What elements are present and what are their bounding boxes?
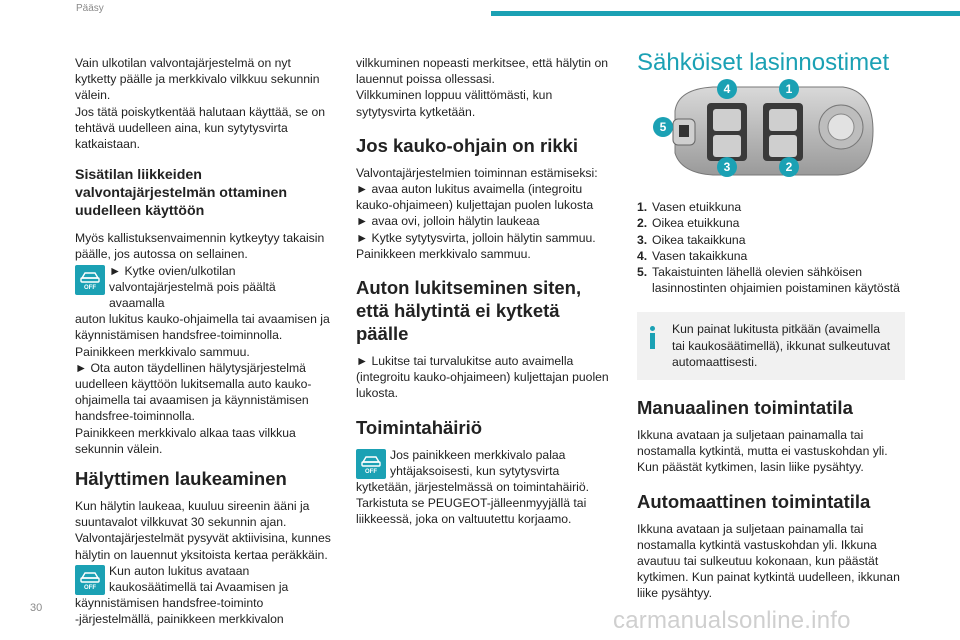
svg-text:OFF: OFF <box>84 284 96 291</box>
list-item: 5. Takaistuinten lähellä olevien sähköisen lasinnostinten ohjaimien poistaminen käytöstä <box>637 265 900 296</box>
paragraph: kytketään, järjestelmässä on toimintahäiriö. Tarkistuta se PEUGEOT-jälleenmyyjällä tai liikkeessä, joka on valtuutettu korjaamo. <box>356 480 590 527</box>
paragraph: käynnistämisen handsfree-toiminto -järjestelmällä, painikkeen merkkivalon <box>75 596 284 627</box>
heading-manual-mode: Manuaalinen toimintatila <box>637 397 853 419</box>
paragraph: auton lukitus kauko-ohjaimella tai avaamisen ja käynnistämisen handsfree-toiminnolla. Painikkeen merkkivalo sammuu. ► Ota auton täydellinen hälytysjärjestelmä uudelleen käyttöön lukitsemalla auto kauko-ohjaimella tai avaamisen ja käynnistämisen handsfree-toiminnolla. Painikkeen merkkivalo alkaa taas vilkkua sekunnin välein. <box>75 312 330 456</box>
note-text: Kun auton lukitus avataan kaukosäätimellä tai Avaamisen ja <box>109 563 289 595</box>
paragraph: Ikkuna avataan ja suljetaan painamalla tai nostamalla kytkintä vastuskohdan yli. Ikkuna avautuu tai sulkeutuu kokonaan, kun päästät kytkimen. Kun painat kytkintä uudelleen, ikkunan liike pysähtyy. <box>637 521 900 601</box>
callout-label: 3 <box>717 157 737 177</box>
svg-text:OFF: OFF <box>84 584 96 591</box>
heading-interior-monitoring: Sisätilan liikkeiden valvontajärjestelmän ottaminen uudelleen käyttöön <box>75 167 288 220</box>
alarm-off-icon <box>75 265 105 295</box>
heading-remote-broken: Jos kauko-ohjain on rikki <box>356 134 579 156</box>
note-with-icon <box>75 263 333 312</box>
paragraph: Myös kallistuksenvaimennin kytkeytyy takaisin päälle, jos autossa on sellainen. <box>75 231 325 262</box>
note-with-icon <box>75 563 333 595</box>
list-item: 2. Oikea etuikkuna <box>637 216 740 231</box>
watermark: carmanualsonline.info <box>613 607 851 634</box>
paragraph: Kun hälytin laukeaa, kuuluu sireenin ääni ja suuntavalot vilkkuvat 30 sekunnin ajan. Valvontajärjestelmät pysyvät aktiivisina, kunnes hälytin on lauennut yksitoista kertaa peräkkäin. <box>75 499 331 562</box>
column-3 <box>637 49 905 602</box>
note-text: ► Kytke ovien/ulkotilan valvontajärjestelmä pois päältä avaamalla <box>109 263 276 311</box>
callout-label: 1 <box>779 79 799 99</box>
header-accent-bar <box>491 11 960 16</box>
callout-label: 2 <box>779 157 799 177</box>
switch-legend-list <box>637 199 905 296</box>
list-item: 4. Vasen takaikkuna <box>637 248 748 263</box>
list-item: 1. Vasen etuikkuna <box>637 200 742 215</box>
heading-power-windows: Sähköiset lasinnostimet <box>637 49 890 76</box>
heading-malfunction: Toimintahäiriö <box>356 416 483 438</box>
callout-label: 5 <box>653 117 673 137</box>
column-1 <box>75 55 333 628</box>
window-switch-panel-illustration <box>653 81 875 181</box>
heading-alarm-triggering: Hälyttimen laukeaminen <box>75 468 287 490</box>
callout-label: 4 <box>717 79 737 99</box>
alarm-off-icon <box>356 449 386 479</box>
info-box <box>637 312 905 380</box>
paragraph: ► Lukitse tai turvalukitse auto avaimella (integroitu kauko-ohjaimeen) kuljettajan puolen lukosta. <box>356 354 609 401</box>
heading-lock-without-alarm: Auton lukitseminen siten, että hälytintä ei kytketä päälle <box>356 277 582 345</box>
column-2 <box>356 55 614 528</box>
section-label: Pääsy <box>76 3 104 14</box>
paragraph: Vain ulkotilan valvontajärjestelmä on nyt kytketty päälle ja merkkivalo vilkkuu sekunnin välein. Jos tätä poiskytkentää halutaan käyttää, se on tehtävä uudelleen aina, kun sytytysvirta katkaistaan. <box>75 56 326 152</box>
note-with-icon <box>356 447 614 479</box>
list-item: 3. Oikea takaikkuna <box>637 232 746 247</box>
heading-automatic-mode: Automaattinen toimintatila <box>637 490 871 512</box>
svg-text:OFF: OFF <box>365 468 377 475</box>
paragraph: Ikkuna avataan ja suljetaan painamalla tai nostamalla kytkintä, mutta ei vastuskohdan yli. Kun päästät kytkimen, lasin liike pysähtyy. <box>637 428 888 475</box>
info-icon <box>650 326 656 348</box>
paragraph: vilkkuminen nopeasti merkitsee, että hälytin on lauennut poissa ollessasi. Vilkkuminen loppuu välittömästi, kun sytytysvirta kytketään. <box>356 56 609 119</box>
info-text: Kun painat lukitusta pitkään (avaimella tai kaukosäätimellä), ikkunat sulkeutuvat automaattisesti. <box>672 322 891 369</box>
alarm-off-icon <box>75 565 105 595</box>
paragraph: Valvontajärjestelmien toiminnan estämiseksi: ► avaa auton lukitus avaimella (integroitu kauko-ohjaimeen) kuljettajan puolen lukosta ► avaa ovi, jolloin hälytin laukeaa ► Kytke sytytysvirta, jolloin hälytin sammuu. Painikkeen merkkivalo sammuu. <box>356 165 598 261</box>
note-text: Jos painikkeen merkkivalo palaa yhtäjaksoisesti, kun sytytysvirta <box>390 447 566 478</box>
page-number: 30 <box>30 602 43 614</box>
